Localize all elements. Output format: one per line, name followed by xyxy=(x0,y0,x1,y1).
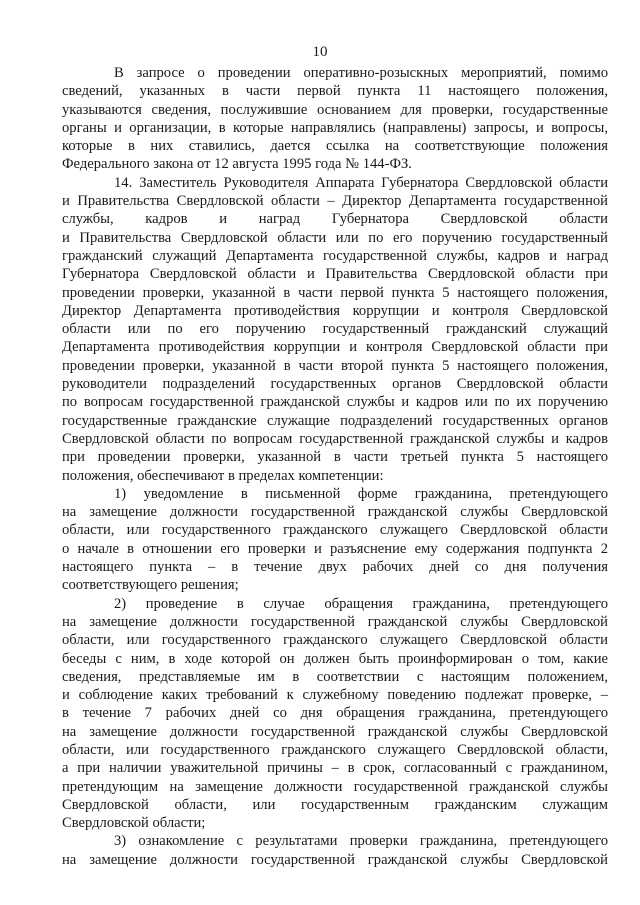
text-line: указываются сведения, послужившие основанием для проверки, государственные xyxy=(62,101,608,118)
text-line: при проведении проверки, указанной в части третьей пункта 5 настоящего xyxy=(62,449,608,466)
document-body xyxy=(62,64,608,869)
text-line: по вопросам государственной гражданской службы и кадров или по их поручению xyxy=(62,394,608,411)
text-line: Департамента противодействия коррупции и контроля Свердловской области при xyxy=(62,339,608,356)
text-line: Губернатора Свердловской области и Правительства Свердловской области при xyxy=(62,266,608,283)
text-line: 2) проведение в случае обращения гражданина, претендующего xyxy=(114,595,608,612)
text-line: и Правительства Свердловской области или по его поручению государственный xyxy=(62,229,608,246)
text-line: службы, кадров и наград Губернатора Свердловской области xyxy=(62,211,608,228)
text-line: о начале в отношении его проверки и разъяснение ему содержания подпункта 2 xyxy=(62,540,608,557)
text-line: соответствующего решения; xyxy=(62,577,239,594)
text-line: области или по его поручению государственный гражданский служащий xyxy=(62,321,608,338)
text-line: беседы с ним, в ходе которой он должен быть проинформирован о том, какие xyxy=(62,650,608,667)
text-line: а при наличии уважительной причины – в срок, согласованный с гражданином, xyxy=(62,760,608,777)
text-line: Свердловской области; xyxy=(62,815,206,832)
text-line: руководители подразделений государственных органов Свердловской области xyxy=(62,376,608,393)
text-line: положения, обеспечивают в пределах компетенции: xyxy=(62,467,384,484)
text-line: 1) уведомление в письменной форме гражданина, претендующего xyxy=(114,485,608,502)
text-line: Директор Департамента противодействия коррупции и контроля Свердловской xyxy=(62,302,608,319)
text-line: проведении проверки, указанной в части второй пункта 5 настоящего положения, xyxy=(62,357,608,374)
text-line: области, или государственного гражданского служащего Свердловской области xyxy=(62,632,608,649)
text-line: Федерального закона от 12 августа 1995 года № 144-ФЗ. xyxy=(62,156,412,173)
text-line: на замещение должности государственной гражданской службы Свердловской xyxy=(62,613,608,630)
text-line: 3) ознакомление с результатами проверки гражданина, претендующего xyxy=(114,833,608,850)
text-line: на замещение должности государственной гражданской службы Свердловской xyxy=(62,504,608,521)
text-line: в течение 7 рабочих дней со дня обращения гражданина, претендующего xyxy=(62,705,608,722)
text-line: В запросе о проведении оперативно-розыскных мероприятий, помимо xyxy=(114,65,608,81)
page-number: 10 xyxy=(312,44,328,60)
text-line: сведений, указанных в части первой пункта 11 настоящего положения, xyxy=(62,83,608,100)
text-line: области, или государственного гражданского служащего Свердловской области, xyxy=(62,741,608,758)
text-line: сведения, представляемые им в соответствии с настоящим положением, xyxy=(62,668,608,685)
text-line: на замещение должности государственной гражданской службы Свердловской xyxy=(62,851,608,868)
text-line: Свердловской области по вопросам государственной гражданской службы и кадров xyxy=(62,430,608,447)
text-line: области, или государственного гражданского служащего Свердловской области xyxy=(62,522,608,539)
text-line: и соблюдение каких требований к служебному поведению подлежат проверке, – xyxy=(62,687,608,704)
text-line: гражданский служащий Департамента государственной службы, кадров и наград xyxy=(62,247,608,264)
text-line: государственные гражданские служащие подразделений государственных органов xyxy=(62,412,608,429)
text-line: 14. Заместитель Руководителя Аппарата Губернатора Свердловской области xyxy=(114,174,608,191)
text-line: претендующим на замещение должности государственной гражданской службы xyxy=(62,778,608,795)
text-line: настоящего пункта – в течение двух рабочих дней со дня получения xyxy=(62,559,608,576)
text-line: Свердловской области, или государственным гражданским служащим xyxy=(62,796,608,813)
text-line: на замещение должности государственной гражданской службы Свердловской xyxy=(62,723,608,740)
text-line: проведении проверки, указанной в части первой пункта 5 настоящего положения, xyxy=(62,284,608,301)
text-line: которые в них ставились, дается ссылка на соответствующие положения xyxy=(62,138,608,155)
text-line: и Правительства Свердловской области – Директор Департамента государственной xyxy=(62,193,608,210)
text-line: органы и организации, в которые направлялись (направлены) запросы, и вопросы, xyxy=(62,119,608,136)
